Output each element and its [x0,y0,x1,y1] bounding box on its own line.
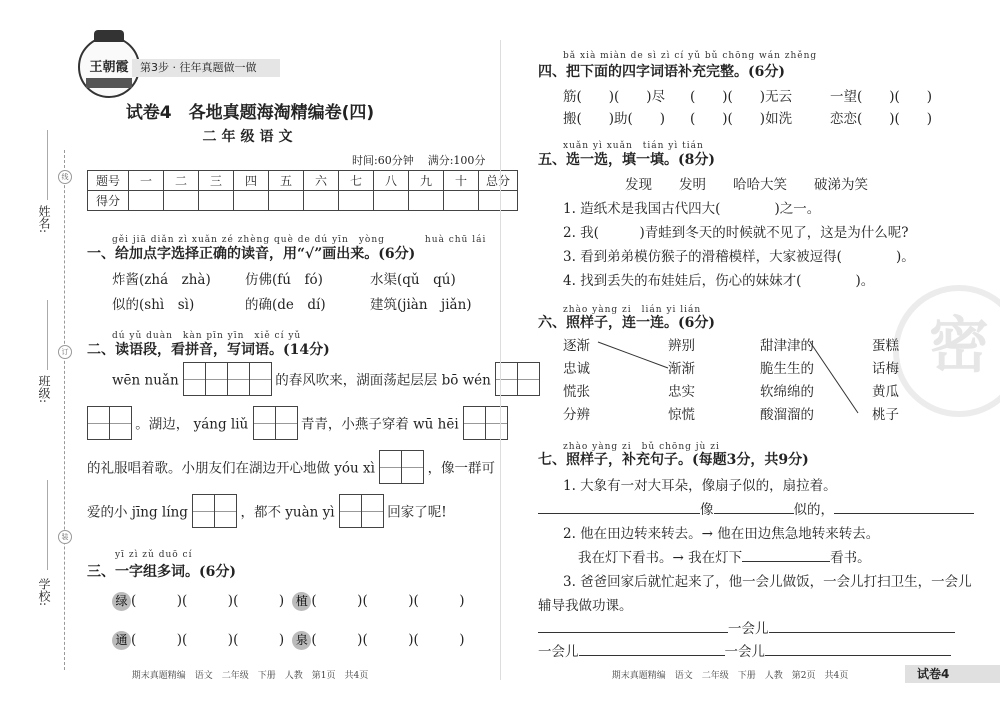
char-badge: 通 [112,631,131,650]
q4-item[interactable]: ( )( )无云 [690,89,793,105]
name-label: 姓名: [37,205,51,234]
q2-line-3 [87,450,495,488]
page-title: 试卷4 各地真题海淘精编卷(四) [125,103,375,123]
q2-line-2 [87,406,507,444]
q1-item[interactable]: 似的(shì sì) [112,297,195,313]
q5-title: 五、选一选，填一填。(8分) [538,152,715,168]
score-cell[interactable] [269,191,304,211]
class-field[interactable] [47,300,48,370]
q7-answer-row[interactable] [538,498,974,518]
q7-word: 似的， [793,502,834,518]
q7-pinyin: zhào yàng zi bǔ chōng jù zi [563,442,720,452]
score-header: 十 [444,171,479,191]
match-item[interactable]: 惊慌 [668,407,695,423]
score-row-label: 得分 [88,191,129,211]
pinyin-prompt: yóu xì [334,460,375,477]
logo-ribbon [86,78,132,88]
pinyin-prompt: yuàn yì [285,504,335,521]
q7-title: 七、照样子，补充句子。(每题3分，共9分) [538,452,809,468]
page-subtitle: 二年级语文 [202,129,298,145]
match-item[interactable]: 黄瓜 [872,384,899,400]
q5-item[interactable]: 2. 我( )青蛙到冬天的时候就不见了，这是为什么呢? [563,225,909,241]
time-limit: 时间:60分钟 [352,154,414,167]
match-item[interactable]: 甜津津的 [760,338,814,354]
q4-item[interactable]: 搬( )助( ) [563,111,666,127]
q5-options: 发现 发明 哈哈大笑 破涕为笑 [625,177,868,193]
score-table [87,170,518,211]
score-header: 五 [269,171,304,191]
score-cell[interactable] [234,191,269,211]
writing-grid[interactable] [192,494,236,532]
q4-item[interactable]: 恋恋( )( ) [830,111,933,127]
q1-item[interactable]: 建筑(jiàn jiǎn) [370,297,472,313]
writing-grid[interactable] [253,406,297,444]
binding-mark: 线 [58,170,72,184]
school-field[interactable] [47,480,48,570]
writing-grid[interactable] [339,494,383,532]
q7-word: 我在灯下看书。→ 我在灯下 [578,550,743,566]
q7-word: 一会儿 [728,621,769,637]
q7-sentence: 3. 爸爸回家后就忙起来了，他一会儿做饭，一会儿打扫卫生，一会儿 [563,574,972,590]
match-lines [560,330,900,430]
writing-grid[interactable] [379,450,423,488]
page-tag: 试卷4 [905,665,1000,683]
match-item[interactable]: 酸溜溜的 [760,407,814,423]
binding-mark: 订 [58,345,72,359]
score-header: 八 [374,171,409,191]
match-item[interactable]: 渐渐 [668,361,695,377]
score-header: 二 [164,171,199,191]
score-header: 题号 [88,171,129,191]
exam-meta [352,152,485,168]
match-item[interactable]: 忠诚 [563,361,590,377]
passage-text: 回家了呢! [387,504,447,521]
pinyin-prompt: wēn nuǎn [112,372,179,389]
q7-sentence: 1. 大象有一对大耳朵，像扇子似的，扇拉着。 [563,478,837,494]
q6-title: 六、照样子，连一连。(6分) [538,315,715,331]
q5-pinyin: xuǎn yì xuǎn tián yì tián [563,141,704,151]
binding-mark: 装 [58,530,72,544]
q2-line-1 [112,362,539,400]
score-cell[interactable] [304,191,339,211]
q7-answer-row[interactable] [578,546,871,566]
q1-item[interactable]: 仿佛(fú fó) [245,272,323,288]
q4-pinyin: bǎ xià miàn de sì zì cí yǔ bǔ chōng wán zhěng [563,51,818,61]
logo-text: 王朝霞 [89,60,129,75]
q4-title: 四、把下面的四字词语补充完整。(6分) [538,64,785,80]
char-badge: 泉 [292,631,311,650]
q1-pinyin: gěi jiā diǎn zì xuǎn zé zhèng què de dú yīn yòng huà chū lái [112,235,487,245]
q5-item[interactable]: 1. 造纸术是我国古代四大( )之一。 [563,201,821,217]
brand-logo [78,36,140,98]
score-cell[interactable] [374,191,409,211]
pinyin-prompt: yáng liǔ [193,416,249,433]
match-item[interactable]: 桃子 [872,407,899,423]
score-header: 三 [199,171,234,191]
match-item[interactable]: 蛋糕 [872,338,899,354]
score-cell[interactable] [129,191,164,211]
match-item[interactable]: 慌张 [563,384,590,400]
match-item[interactable]: 辨别 [668,338,695,354]
score-header: 七 [339,171,374,191]
q7-sentence: 2. 他在田边转来转去。→ 他在田边焦急地转来转去。 [563,526,880,542]
score-cell[interactable] [479,191,518,211]
footer-right: 期末真题精编 语文 二年级 下册 人教 第2页 共4页 [611,671,849,681]
passage-text: 爱的小 [87,504,128,521]
char-badge: 植 [292,592,311,611]
q2-pinyin: dú yǔ duàn kàn pīn yīn xiě cí yǔ [112,331,302,341]
q2-line-4 [87,494,447,532]
score-header: 六 [304,171,339,191]
char-badge: 绿 [112,592,131,611]
pinyin-prompt: wū hēi [413,416,459,433]
passage-text: ，都不 [240,504,281,521]
q7-word: 像 [700,502,714,518]
q2-title: 二、读语段，看拼音，写词语。(14分) [87,342,330,358]
q7-word: 一会儿 [724,644,765,660]
crown-icon [94,30,124,42]
pinyin-prompt: jīng líng [131,504,188,521]
q7-sentence: 辅导我做功课。 [538,598,633,614]
q4-item[interactable]: ( )( )如洗 [690,111,793,127]
passage-text: ，像一群可 [427,460,496,477]
writing-grid[interactable] [183,362,271,400]
q1-title: 一、给加点字选择正确的读音，用“√”画出来。(6分) [87,246,416,262]
q6-pinyin: zhào yàng zi lián yi lián [563,305,702,315]
q7-word: 一会儿 [538,644,579,660]
score-cell[interactable] [164,191,199,211]
step-label: 第3步 · 往年真题做一做 [132,59,280,77]
binding-dashed-line [64,150,65,670]
page-divider [500,40,501,680]
score-header: 四 [234,171,269,191]
score-cell[interactable] [199,191,234,211]
q1-item[interactable]: 的确(de dí) [245,297,326,313]
q3-title: 三、一字组多词。(6分) [87,564,236,580]
q5-item[interactable]: 3. 看到弟弟模仿猴子的滑稽模样，大家被逗得( )。 [563,249,915,265]
writing-grid[interactable] [87,406,131,444]
writing-grid[interactable] [495,362,539,400]
watermark-seal: 密 [893,285,1000,417]
class-label: 班级: [37,375,51,404]
passage-text: 的春风吹来，湖面荡起层层 [275,372,438,389]
q4-item[interactable]: 一望( )( ) [830,89,933,105]
q7-answer-row[interactable] [538,617,955,637]
match-item[interactable]: 分辨 [563,407,590,423]
match-item[interactable]: 逐渐 [563,338,590,354]
q1-item[interactable]: 水渠(qǔ qú) [370,272,456,288]
footer-left: 期末真题精编 语文 二年级 下册 人教 第1页 共4页 [131,671,369,681]
full-score: 满分:100分 [427,154,486,167]
q4-item[interactable]: 筋( )( )尽 [563,89,666,105]
pinyin-prompt: bō wén [441,372,491,389]
score-header: 一 [129,171,164,191]
q5-item[interactable]: 4. 找到丢失的布娃娃后，伤心的妹妹才( )。 [563,273,875,289]
q7-word: 看书。 [830,550,871,566]
school-label: 学校: [37,578,51,607]
match-item[interactable]: 脆生生的 [760,361,814,377]
score-cell[interactable] [339,191,374,211]
q3-row[interactable]: 绿 ( )( )( ) 植 ( )( )( ) [112,589,465,611]
score-header: 总分 [479,171,518,191]
q7-answer-row[interactable] [538,640,951,660]
passage-text: 青青，小燕子穿着 [300,416,409,433]
match-item[interactable]: 软绵绵的 [760,384,814,400]
match-item[interactable]: 话梅 [872,361,899,377]
score-cell[interactable] [409,191,444,211]
q1-item[interactable]: 炸酱(zhá zhà) [112,272,211,288]
q3-pinyin: yī zì zǔ duō cí [115,550,193,560]
passage-text: 。湖边， [135,416,190,433]
score-header: 九 [409,171,444,191]
passage-text: 的礼服唱着歌。小朋友们在湖边开心地做 [87,460,330,477]
match-item[interactable]: 忠实 [668,384,695,400]
score-cell[interactable] [444,191,479,211]
q3-row[interactable]: 通 ( )( )( ) 泉 ( )( )( ) [112,628,465,650]
